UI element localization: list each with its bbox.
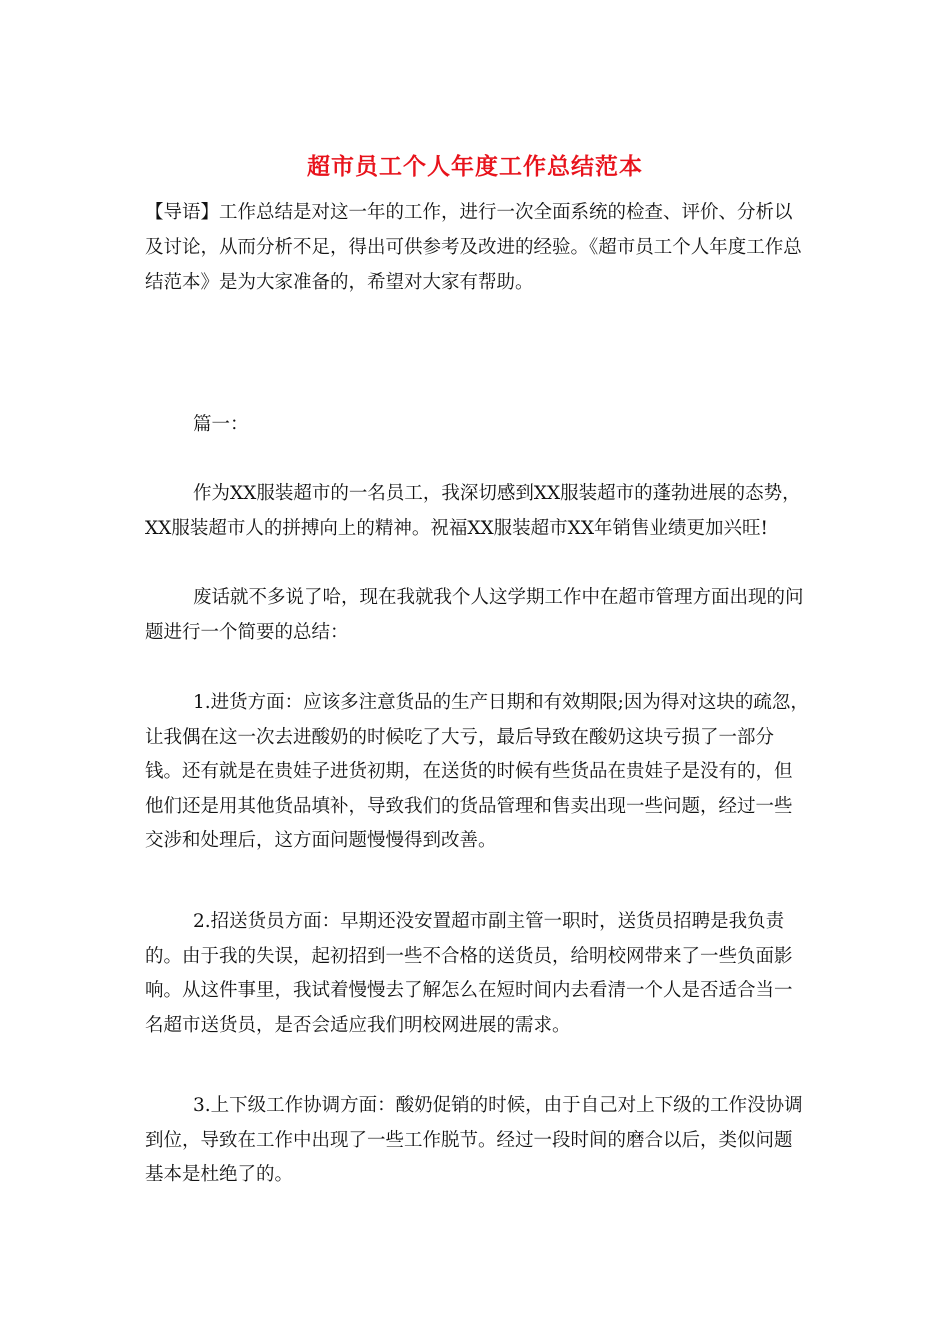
body-paragraph: 2.招送货员方面：早期还没安置超市副主管一职时，送货员招聘是我负责的。由于我的失误，起初招到一些不合格的送货员，给明校网带来了一些负面影响。从这件事里，我试着慢慢去了解怎么在短时间内去看清一个人是否适合当一名超市送货员，是否会适应我们明校网进展的需求。 — [145, 911, 793, 1036]
body-paragraph: 1.进货方面：应该多注意货品的生产日期和有效期限;因为得对这块的疏忽，让我偶在这一次去进酸奶的时候吃了大亏，最后导致在酸奶这块亏损了一部分钱。还有就是在贵娃子进货初期，在送货的时候有些货品在贵娃子是没有的，但他们还是用其他货品填补，导致我们的货品管理和售卖出现一些问题，经过一些交涉和处理后，这方面问题慢慢得到改善。 — [145, 692, 809, 851]
body-paragraph: 废话就不多说了哈，现在我就我个人这学期工作中在超市管理方面出现的问题进行一个简要的总结： — [145, 587, 804, 643]
section-heading: 篇一： — [193, 414, 249, 435]
body-paragraph: 3.上下级工作协调方面：酸奶促销的时候，由于自己对上下级的工作没协调到位，导致在工作中出现了一些工作脱节。经过一段时间的磨合以后，类似问题基本是杜绝了的。 — [145, 1095, 803, 1185]
intro-paragraph: 【导语】工作总结是对这一年的工作，进行一次全面系统的检查、评价、分析以及讨论，从而分析不足，得出可供参考及改进的经验。《超市员工个人年度工作总结范本》是为大家准备的，希望对大家有帮助。 — [145, 202, 802, 293]
body-paragraph: 作为XX服装超市的一名员工，我深切感到XX服装超市的蓬勃进展的态势，XX服装超市人的拼搏向上的精神。祝福XX服装超市XX年销售业绩更加兴旺! — [145, 483, 801, 539]
document-title: 超市员工个人年度工作总结范本 — [307, 153, 643, 180]
